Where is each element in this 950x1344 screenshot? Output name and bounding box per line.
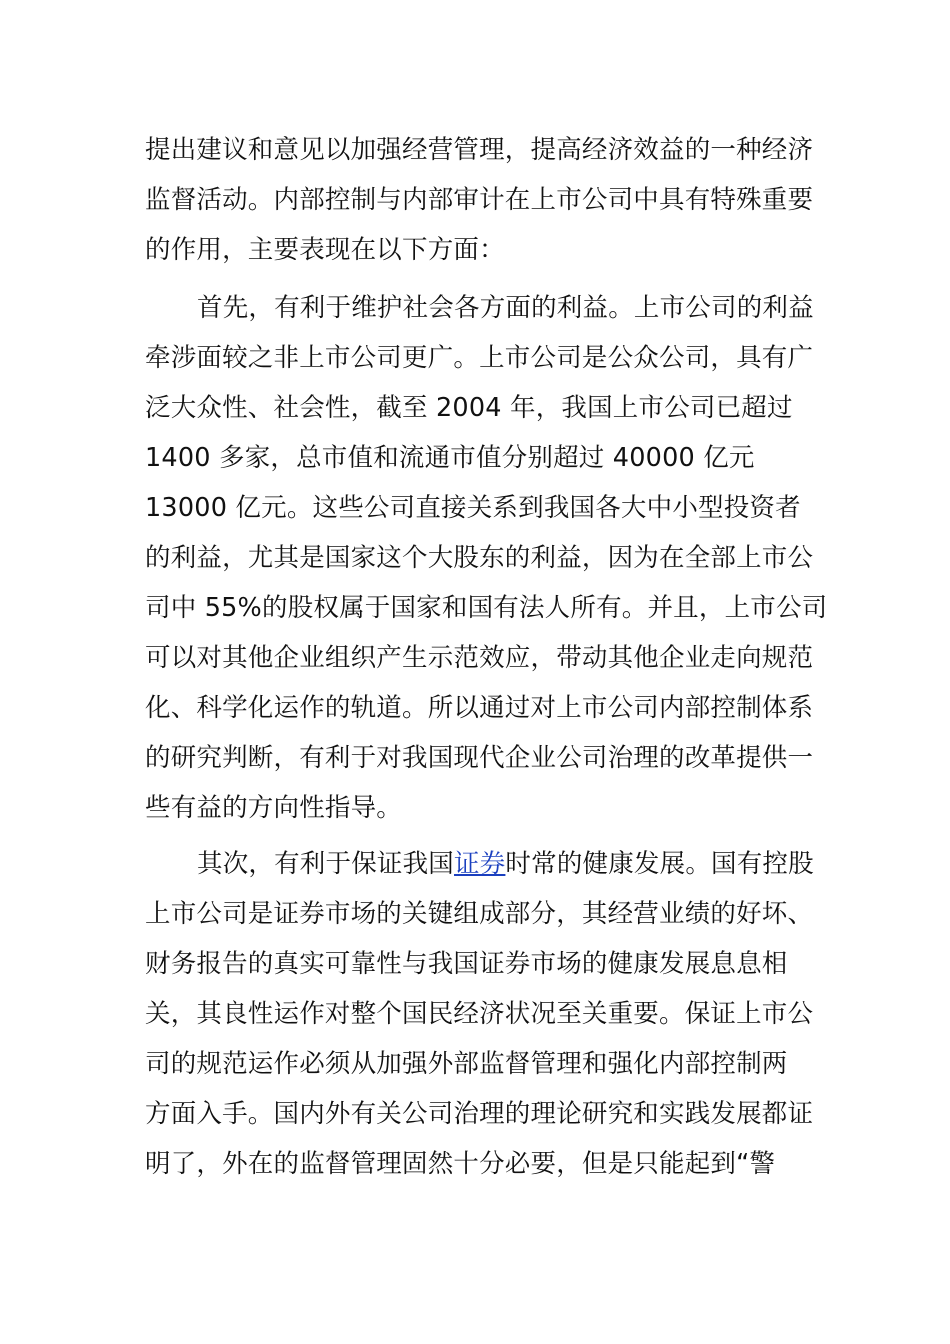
text-line: 明了，外在的监督管理固然十分必要，但是只能起到“警	[145, 1149, 776, 1179]
text-line: 关，其良性运作对整个国民经济状况至关重要。保证上市公	[145, 999, 814, 1029]
text-line: 泛大众性、社会性，截至 2004 年，我国上市公司已超过	[145, 393, 793, 423]
text-line: 司的规范运作必须从加强外部监督管理和强化内部控制两	[145, 1049, 788, 1079]
text-line: 的作用，主要表现在以下方面：	[145, 235, 505, 265]
text-line: 上市公司是证券市场的关键组成部分，其经营业绩的好坏、	[145, 899, 814, 929]
text-line: 些有益的方向性指导。	[145, 793, 403, 823]
paragraph-first-line	[197, 847, 814, 881]
text-line: 监督活动。内部控制与内部审计在上市公司中具有特殊重要	[145, 185, 814, 215]
text-line: 的研究判断，有利于对我国现代企业公司治理的改革提供一	[145, 743, 814, 773]
text-line: 13000 亿元。这些公司直接关系到我国各大中小型投资者	[145, 493, 801, 523]
text-line: 牵涉面较之非上市公司更广。上市公司是公众公司，具有广	[145, 343, 814, 373]
text-line: 方面入手。国内外有关公司治理的理论研究和实践发展都证	[145, 1099, 814, 1129]
text-line: 1400 多家，总市值和流通市值分别超过 40000 亿元	[145, 443, 755, 473]
paragraph-first-line: 首先，有利于维护社会各方面的利益。上市公司的利益	[197, 293, 814, 323]
text-line: 的利益，尤其是国家这个大股东的利益，因为在全部上市公	[145, 543, 814, 573]
text-line: 财务报告的真实可靠性与我国证券市场的健康发展息息相	[145, 949, 788, 979]
text-line: 提出建议和意见以加强经营管理，提高经济效益的一种经济	[145, 135, 814, 165]
text-line: 司中 55%的股权属于国家和国有法人所有。并且，上市公司	[145, 593, 828, 623]
text-span: 时常的健康发展。国有控股	[505, 849, 814, 879]
securities-link[interactable]: 证券	[454, 849, 506, 879]
text-line: 可以对其他企业组织产生示范效应，带动其他企业走向规范	[145, 643, 814, 673]
text-line: 化、科学化运作的轨道。所以通过对上市公司内部控制体系	[145, 693, 814, 723]
text-span: 其次，有利于保证我国	[197, 849, 455, 879]
